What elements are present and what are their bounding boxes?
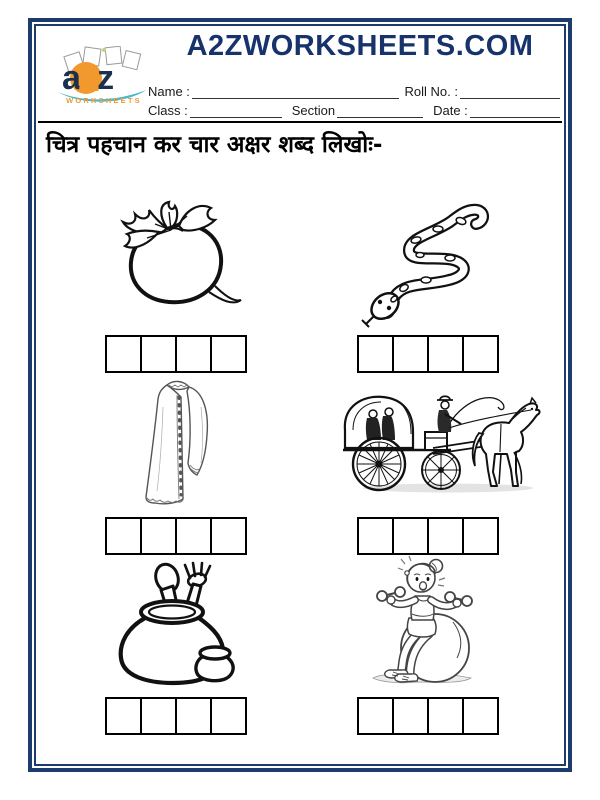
answer-box[interactable]	[105, 697, 142, 735]
header-field-row-1	[148, 84, 560, 99]
date-label: Date :	[433, 103, 468, 118]
answer-box[interactable]	[429, 335, 464, 373]
answer-box[interactable]	[212, 335, 247, 373]
section-field-line[interactable]	[337, 103, 423, 118]
answer-box[interactable]	[142, 335, 177, 373]
class-label: Class :	[148, 103, 188, 118]
section-label: Section	[291, 103, 336, 118]
answer-box[interactable]	[177, 697, 212, 735]
answer-boxes-girl	[357, 697, 499, 735]
name-label: Name :	[148, 84, 190, 99]
roll-no-label: Roll No. :	[404, 84, 458, 99]
answer-box[interactable]	[212, 517, 247, 555]
answer-box[interactable]	[464, 517, 499, 555]
answer-box[interactable]	[105, 335, 142, 373]
turnip-image	[103, 200, 248, 315]
long-coat-image	[133, 377, 225, 509]
class-field-line[interactable]	[190, 103, 282, 118]
answer-box[interactable]	[357, 517, 394, 555]
answer-box[interactable]	[105, 517, 142, 555]
answer-boxes-coat	[105, 517, 247, 555]
answer-box[interactable]	[357, 335, 394, 373]
answer-box[interactable]	[464, 697, 499, 735]
answer-box[interactable]	[177, 517, 212, 555]
site-title: A2ZWORKSHEETS.COM	[186, 30, 534, 62]
logo-letter-z: z	[97, 59, 112, 97]
name-field-line[interactable]	[192, 84, 399, 99]
girl-exercising-image	[365, 556, 483, 690]
answer-boxes-turnip	[105, 335, 247, 373]
answer-boxes-snake	[357, 335, 499, 373]
header-divider	[38, 121, 562, 123]
answer-boxes-pots	[105, 697, 247, 735]
pot-with-spoon-and-fork-image	[105, 560, 240, 688]
snake-image	[358, 200, 493, 330]
answer-box[interactable]	[464, 335, 499, 373]
answer-box[interactable]	[394, 335, 429, 373]
answer-box[interactable]	[394, 697, 429, 735]
logo-letter-a: a	[62, 59, 78, 97]
logo-letter-2: 2	[77, 56, 98, 100]
date-field-line[interactable]	[470, 103, 560, 118]
logo-text	[62, 56, 112, 100]
answer-box[interactable]	[212, 697, 247, 735]
roll-no-field-line[interactable]	[460, 84, 560, 99]
a2z-logo	[56, 46, 152, 116]
answer-box[interactable]	[177, 335, 212, 373]
answer-box[interactable]	[357, 697, 394, 735]
header-field-row-2	[148, 103, 560, 118]
answer-boxes-cart	[357, 517, 499, 555]
horse-cart-image	[333, 388, 545, 495]
answer-box[interactable]	[429, 517, 464, 555]
answer-box[interactable]	[142, 697, 177, 735]
instruction-text: चित्र पहचान कर चार अक्षर शब्द लिखोः-	[46, 132, 383, 158]
answer-box[interactable]	[142, 517, 177, 555]
answer-box[interactable]	[394, 517, 429, 555]
answer-box[interactable]	[429, 697, 464, 735]
logo-subtext: WORKSHEETS	[66, 96, 142, 105]
